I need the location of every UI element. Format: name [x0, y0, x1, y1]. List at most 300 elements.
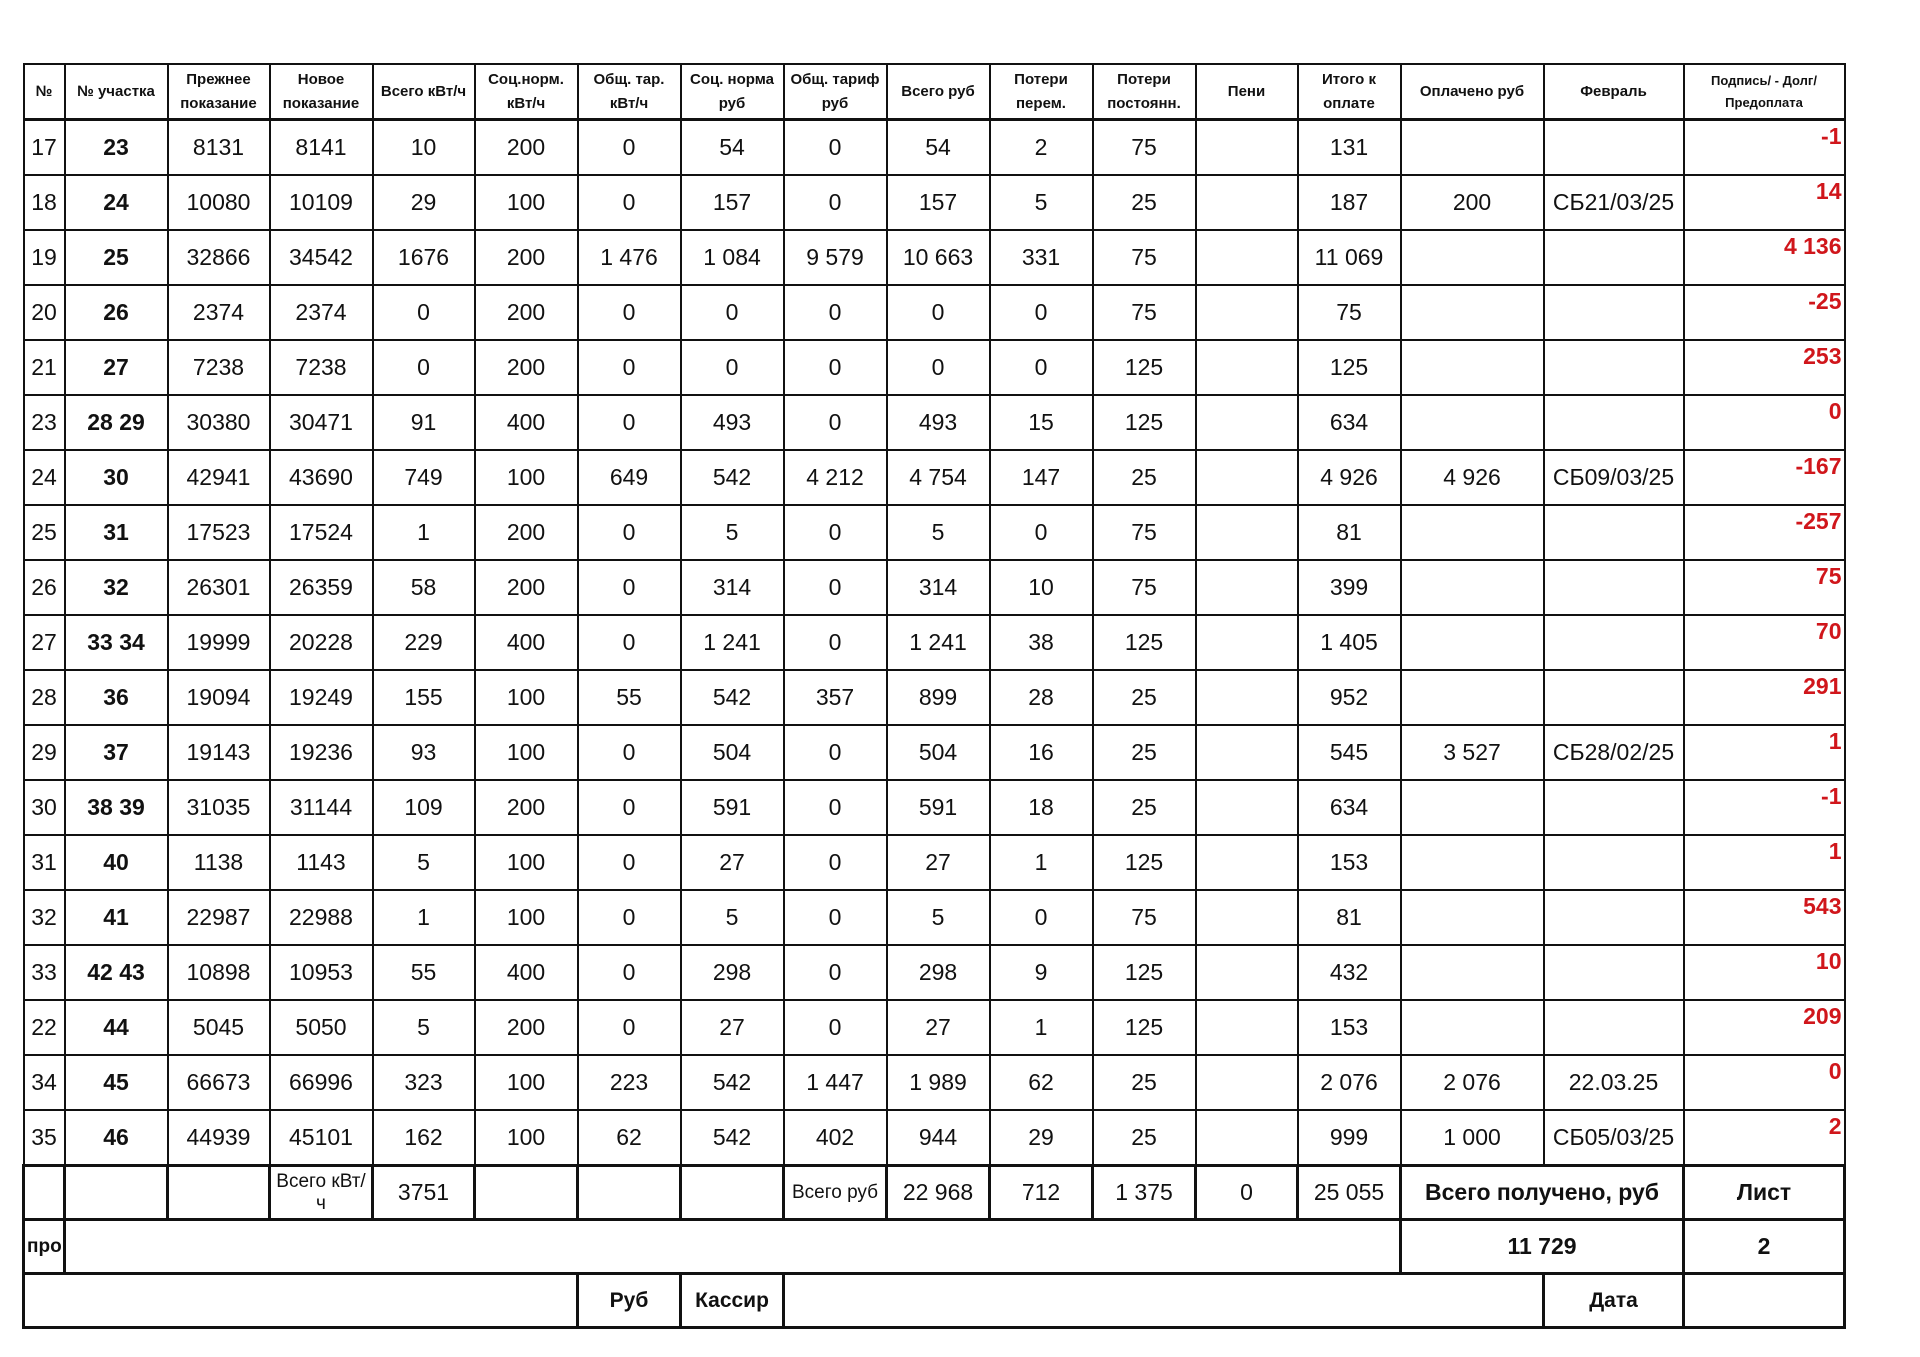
cell-due: 125: [1298, 340, 1401, 395]
totals-received-label: Всего получено, руб: [1401, 1166, 1684, 1220]
cell-due: 131: [1298, 120, 1401, 176]
cell-total-rub: 298: [887, 945, 990, 1000]
cell-new: 19249: [270, 670, 373, 725]
cell-total-kwh: 229: [373, 615, 475, 670]
cell-new: 20228: [270, 615, 373, 670]
cell-total-rub: 0: [887, 340, 990, 395]
cell-feb: [1544, 835, 1684, 890]
signature-row: [24, 1274, 1845, 1328]
cell-penalty: [1196, 835, 1298, 890]
table-row: [24, 230, 1845, 285]
table-row: [24, 560, 1845, 615]
cell-new: 8141: [270, 120, 373, 176]
cell-feb: [1544, 285, 1684, 340]
cell-loss-const: 75: [1093, 890, 1196, 945]
cell-loss-const: 75: [1093, 560, 1196, 615]
cell-total-kwh: 93: [373, 725, 475, 780]
cell-paid: [1401, 1000, 1544, 1055]
cell-soc-norm: 100: [475, 670, 578, 725]
cell-due: 81: [1298, 890, 1401, 945]
totals-rub-label: Всего руб: [784, 1166, 887, 1220]
cell-penalty: [1196, 505, 1298, 560]
cell-num: 25: [24, 505, 65, 560]
cell-due: 75: [1298, 285, 1401, 340]
cell-paid: [1401, 340, 1544, 395]
cell-feb: СБ09/03/25: [1544, 450, 1684, 505]
cell-new: 66996: [270, 1055, 373, 1110]
cell-prev: 10898: [168, 945, 270, 1000]
cell-balance: 253: [1684, 340, 1845, 395]
cell-total-kwh: 155: [373, 670, 475, 725]
cell-plot: 24: [65, 175, 168, 230]
cell-loss-const: 75: [1093, 120, 1196, 176]
cell-gen-rub: 0: [784, 560, 887, 615]
cell-loss-const: 125: [1093, 395, 1196, 450]
cell-paid: 2 076: [1401, 1055, 1544, 1110]
cell-total-rub: 4 754: [887, 450, 990, 505]
cell-soc-rub: 27: [681, 1000, 784, 1055]
cell-gen-kwh: 0: [578, 120, 681, 176]
cell-total-kwh: 5: [373, 835, 475, 890]
cell-soc-norm: 400: [475, 395, 578, 450]
totals-empty-3: [168, 1166, 270, 1220]
cell-paid: [1401, 285, 1544, 340]
cell-total-rub: 1 989: [887, 1055, 990, 1110]
cell-new: 22988: [270, 890, 373, 945]
cell-soc-rub: 1 084: [681, 230, 784, 285]
cell-penalty: [1196, 560, 1298, 615]
cell-total-kwh: 323: [373, 1055, 475, 1110]
date-label: Дата: [1544, 1274, 1684, 1328]
cell-soc-norm: 200: [475, 285, 578, 340]
cell-penalty: [1196, 285, 1298, 340]
cell-loss-const: 75: [1093, 505, 1196, 560]
table-row: [24, 120, 1845, 176]
cell-loss-const: 25: [1093, 175, 1196, 230]
cell-soc-rub: 0: [681, 285, 784, 340]
cell-feb: [1544, 505, 1684, 560]
cell-loss-var: 1: [990, 835, 1093, 890]
cell-plot: 26: [65, 285, 168, 340]
cell-total-rub: 493: [887, 395, 990, 450]
table-row: [24, 615, 1845, 670]
received-blank: [65, 1220, 1401, 1274]
cell-due: 153: [1298, 835, 1401, 890]
cell-gen-kwh: 0: [578, 1000, 681, 1055]
cell-prev: 30380: [168, 395, 270, 450]
cell-gen-kwh: 0: [578, 560, 681, 615]
cell-total-kwh: 55: [373, 945, 475, 1000]
cell-num: 31: [24, 835, 65, 890]
cell-gen-rub: 0: [784, 505, 887, 560]
cell-new: 5050: [270, 1000, 373, 1055]
ledger-table: [22, 63, 1846, 1329]
cell-num: 24: [24, 450, 65, 505]
cell-loss-const: 125: [1093, 340, 1196, 395]
cell-soc-norm: 200: [475, 120, 578, 176]
cell-gen-rub: 0: [784, 175, 887, 230]
cell-loss-const: 25: [1093, 450, 1196, 505]
cell-gen-kwh: 0: [578, 890, 681, 945]
cell-prev: 19999: [168, 615, 270, 670]
cell-total-kwh: 1: [373, 890, 475, 945]
cell-feb: [1544, 230, 1684, 285]
cell-due: 153: [1298, 1000, 1401, 1055]
cell-new: 10109: [270, 175, 373, 230]
table-row: [24, 505, 1845, 560]
cell-due: 81: [1298, 505, 1401, 560]
cell-soc-norm: 100: [475, 450, 578, 505]
cell-feb: СБ05/03/25: [1544, 1110, 1684, 1166]
cell-loss-var: 18: [990, 780, 1093, 835]
cell-gen-kwh: 0: [578, 780, 681, 835]
cell-total-kwh: 0: [373, 285, 475, 340]
cell-loss-const: 125: [1093, 1000, 1196, 1055]
table-row: [24, 835, 1845, 890]
cell-paid: 200: [1401, 175, 1544, 230]
cell-feb: СБ21/03/25: [1544, 175, 1684, 230]
cell-loss-const: 25: [1093, 1110, 1196, 1166]
cell-plot: 28 29: [65, 395, 168, 450]
header-gen-tariff-rub: Общ. тариф руб: [784, 64, 887, 120]
table-row: [24, 340, 1845, 395]
cell-num: 26: [24, 560, 65, 615]
table-row: [24, 395, 1845, 450]
cell-loss-const: 25: [1093, 780, 1196, 835]
cell-balance: 4 136: [1684, 230, 1845, 285]
cell-penalty: [1196, 780, 1298, 835]
cell-new: 45101: [270, 1110, 373, 1166]
cell-gen-kwh: 1 476: [578, 230, 681, 285]
cell-soc-rub: 5: [681, 890, 784, 945]
cell-balance: 0: [1684, 395, 1845, 450]
totals-kwh-label: Всего кВт/ч: [270, 1166, 373, 1220]
header-balance: Подпись/ - Долг/Предоплата: [1684, 64, 1845, 120]
cell-plot: 30: [65, 450, 168, 505]
cell-prev: 44939: [168, 1110, 270, 1166]
cell-new: 17524: [270, 505, 373, 560]
date-field: [1684, 1274, 1845, 1328]
cell-penalty: [1196, 340, 1298, 395]
totals-empty-6: [681, 1166, 784, 1220]
cell-prev: 19143: [168, 725, 270, 780]
header-soc-norm-kwh: Соц.норм. кВт/ч: [475, 64, 578, 120]
cell-gen-kwh: 0: [578, 835, 681, 890]
cell-gen-rub: 0: [784, 395, 887, 450]
cell-balance: -1: [1684, 120, 1845, 176]
cell-loss-var: 2: [990, 120, 1093, 176]
cell-gen-rub: 0: [784, 890, 887, 945]
table-row: [24, 285, 1845, 340]
table-row: [24, 725, 1845, 780]
cell-gen-rub: 0: [784, 780, 887, 835]
cell-due: 11 069: [1298, 230, 1401, 285]
cell-penalty: [1196, 1000, 1298, 1055]
header-new: Новое показание: [270, 64, 373, 120]
ledger-body: [24, 120, 1845, 1166]
cell-soc-norm: 200: [475, 560, 578, 615]
cell-due: 634: [1298, 780, 1401, 835]
cell-new: 30471: [270, 395, 373, 450]
cell-num: 19: [24, 230, 65, 285]
cell-loss-var: 9: [990, 945, 1093, 1000]
cell-soc-norm: 100: [475, 725, 578, 780]
cell-paid: [1401, 230, 1544, 285]
cell-paid: 1 000: [1401, 1110, 1544, 1166]
cell-loss-var: 16: [990, 725, 1093, 780]
cell-gen-kwh: 0: [578, 395, 681, 450]
cell-total-rub: 54: [887, 120, 990, 176]
cell-gen-rub: 9 579: [784, 230, 887, 285]
header-loss-var: Потери перем.: [990, 64, 1093, 120]
cell-balance: 14: [1684, 175, 1845, 230]
cell-soc-rub: 27: [681, 835, 784, 890]
totals-empty-2: [65, 1166, 168, 1220]
cell-soc-rub: 298: [681, 945, 784, 1000]
cell-num: 17: [24, 120, 65, 176]
cell-prev: 2374: [168, 285, 270, 340]
cell-soc-norm: 100: [475, 1055, 578, 1110]
cell-prev: 7238: [168, 340, 270, 395]
header-paid: Оплачено руб: [1401, 64, 1544, 120]
table-row: [24, 175, 1845, 230]
cashier-signature-field: [784, 1274, 1544, 1328]
cell-balance: -257: [1684, 505, 1845, 560]
cell-soc-norm: 200: [475, 780, 578, 835]
cell-feb: [1544, 340, 1684, 395]
cell-total-rub: 5: [887, 890, 990, 945]
header-plot: № участка: [65, 64, 168, 120]
table-row: [24, 945, 1845, 1000]
cell-balance: 70: [1684, 615, 1845, 670]
cell-feb: [1544, 1000, 1684, 1055]
cell-total-kwh: 29: [373, 175, 475, 230]
cell-soc-rub: 591: [681, 780, 784, 835]
cell-loss-var: 29: [990, 1110, 1093, 1166]
cell-prev: 31035: [168, 780, 270, 835]
cell-gen-kwh: 0: [578, 175, 681, 230]
cell-loss-var: 5: [990, 175, 1093, 230]
cell-balance: -25: [1684, 285, 1845, 340]
cell-soc-rub: 493: [681, 395, 784, 450]
cell-new: 31144: [270, 780, 373, 835]
cell-total-kwh: 749: [373, 450, 475, 505]
cell-plot: 36: [65, 670, 168, 725]
cell-due: 4 926: [1298, 450, 1401, 505]
cell-penalty: [1196, 175, 1298, 230]
cell-total-rub: 0: [887, 285, 990, 340]
cell-loss-var: 28: [990, 670, 1093, 725]
cell-paid: [1401, 615, 1544, 670]
totals-penalty: 0: [1196, 1166, 1298, 1220]
cell-num: 32: [24, 890, 65, 945]
cell-paid: [1401, 560, 1544, 615]
cashier-label: Кассир: [681, 1274, 784, 1328]
cell-new: 2374: [270, 285, 373, 340]
cell-feb: СБ28/02/25: [1544, 725, 1684, 780]
cell-balance: 1: [1684, 725, 1845, 780]
cell-plot: 33 34: [65, 615, 168, 670]
cell-due: 432: [1298, 945, 1401, 1000]
header-total-rub: Всего руб: [887, 64, 990, 120]
cell-total-rub: 27: [887, 1000, 990, 1055]
cell-balance: -167: [1684, 450, 1845, 505]
cell-num: 29: [24, 725, 65, 780]
cell-num: 28: [24, 670, 65, 725]
header-prev: Прежнее показание: [168, 64, 270, 120]
cell-plot: 31: [65, 505, 168, 560]
cell-loss-var: 10: [990, 560, 1093, 615]
cell-num: 33: [24, 945, 65, 1000]
totals-empty-5: [578, 1166, 681, 1220]
cell-loss-var: 38: [990, 615, 1093, 670]
cell-penalty: [1196, 945, 1298, 1000]
cell-soc-rub: 542: [681, 1110, 784, 1166]
cell-soc-rub: 504: [681, 725, 784, 780]
cell-gen-rub: 0: [784, 285, 887, 340]
cell-total-kwh: 1676: [373, 230, 475, 285]
sheet-number: 2: [1684, 1220, 1845, 1274]
cell-penalty: [1196, 725, 1298, 780]
cell-due: 399: [1298, 560, 1401, 615]
cell-due: 187: [1298, 175, 1401, 230]
header-penalty: Пени: [1196, 64, 1298, 120]
cell-due: 545: [1298, 725, 1401, 780]
cell-gen-rub: 0: [784, 945, 887, 1000]
cell-balance: 0: [1684, 1055, 1845, 1110]
cell-gen-rub: 1 447: [784, 1055, 887, 1110]
cell-gen-kwh: 0: [578, 285, 681, 340]
cell-prev: 22987: [168, 890, 270, 945]
totals-empty-1: [24, 1166, 65, 1220]
cell-paid: 4 926: [1401, 450, 1544, 505]
cell-soc-rub: 314: [681, 560, 784, 615]
table-row: [24, 450, 1845, 505]
cell-gen-kwh: 223: [578, 1055, 681, 1110]
cell-soc-rub: 542: [681, 1055, 784, 1110]
cell-new: 1143: [270, 835, 373, 890]
cell-penalty: [1196, 120, 1298, 176]
cell-penalty: [1196, 1110, 1298, 1166]
cell-prev: 5045: [168, 1000, 270, 1055]
cell-gen-rub: 4 212: [784, 450, 887, 505]
cell-due: 999: [1298, 1110, 1401, 1166]
cell-gen-kwh: 0: [578, 340, 681, 395]
cell-feb: [1544, 945, 1684, 1000]
cell-due: 1 405: [1298, 615, 1401, 670]
cell-new: 19236: [270, 725, 373, 780]
cell-soc-norm: 200: [475, 230, 578, 285]
cell-gen-rub: 0: [784, 1000, 887, 1055]
cell-gen-kwh: 0: [578, 615, 681, 670]
header-loss-const: Потери постоянн.: [1093, 64, 1196, 120]
cell-plot: 46: [65, 1110, 168, 1166]
cell-paid: [1401, 945, 1544, 1000]
cell-feb: [1544, 670, 1684, 725]
cell-loss-var: 62: [990, 1055, 1093, 1110]
cell-penalty: [1196, 890, 1298, 945]
cell-gen-rub: 0: [784, 340, 887, 395]
header-due: Итого к оплате: [1298, 64, 1401, 120]
cell-soc-rub: 542: [681, 450, 784, 505]
cell-balance: 543: [1684, 890, 1845, 945]
header-feb: Февраль: [1544, 64, 1684, 120]
cell-loss-var: 0: [990, 285, 1093, 340]
cell-plot: 27: [65, 340, 168, 395]
cell-soc-norm: 100: [475, 1110, 578, 1166]
cell-loss-var: 0: [990, 890, 1093, 945]
cell-prev: 32866: [168, 230, 270, 285]
cell-total-kwh: 58: [373, 560, 475, 615]
cell-new: 7238: [270, 340, 373, 395]
cell-soc-rub: 157: [681, 175, 784, 230]
cell-gen-kwh: 649: [578, 450, 681, 505]
cell-plot: 23: [65, 120, 168, 176]
cell-num: 22: [24, 1000, 65, 1055]
cell-penalty: [1196, 395, 1298, 450]
totals-kwh: 3751: [373, 1166, 475, 1220]
cell-penalty: [1196, 450, 1298, 505]
cell-gen-rub: 402: [784, 1110, 887, 1166]
cell-total-kwh: 91: [373, 395, 475, 450]
cell-penalty: [1196, 615, 1298, 670]
cell-new: 34542: [270, 230, 373, 285]
signature-blank: [24, 1274, 578, 1328]
table-row: [24, 1055, 1845, 1110]
cell-plot: 45: [65, 1055, 168, 1110]
cell-feb: [1544, 890, 1684, 945]
cell-soc-norm: 200: [475, 340, 578, 395]
cell-gen-kwh: 0: [578, 725, 681, 780]
cell-gen-kwh: 0: [578, 505, 681, 560]
cell-total-rub: 27: [887, 835, 990, 890]
cell-soc-rub: 5: [681, 505, 784, 560]
cell-gen-rub: 0: [784, 120, 887, 176]
ledger-sheet: [22, 63, 1841, 1326]
cell-plot: 25: [65, 230, 168, 285]
cell-balance: 10: [1684, 945, 1845, 1000]
cell-prev: 42941: [168, 450, 270, 505]
cell-paid: [1401, 395, 1544, 450]
cell-soc-rub: 0: [681, 340, 784, 395]
table-row: [24, 1110, 1845, 1166]
cell-loss-const: 125: [1093, 615, 1196, 670]
cell-total-kwh: 162: [373, 1110, 475, 1166]
cell-loss-var: 0: [990, 340, 1093, 395]
cell-gen-kwh: 0: [578, 945, 681, 1000]
cell-plot: 38 39: [65, 780, 168, 835]
cell-paid: [1401, 890, 1544, 945]
cell-soc-norm: 100: [475, 890, 578, 945]
cell-loss-const: 25: [1093, 725, 1196, 780]
cell-loss-const: 125: [1093, 835, 1196, 890]
cell-total-rub: 504: [887, 725, 990, 780]
header-row: [24, 64, 1845, 120]
cell-feb: [1544, 780, 1684, 835]
totals-loss-const: 1 375: [1093, 1166, 1196, 1220]
cell-soc-norm: 400: [475, 945, 578, 1000]
cell-balance: 2: [1684, 1110, 1845, 1166]
cell-total-kwh: 10: [373, 120, 475, 176]
cell-paid: 3 527: [1401, 725, 1544, 780]
header-gen-tar-kwh: Общ. тар. кВт/ч: [578, 64, 681, 120]
cell-total-rub: 157: [887, 175, 990, 230]
cell-balance: 75: [1684, 560, 1845, 615]
cell-new: 26359: [270, 560, 373, 615]
cell-gen-rub: 0: [784, 835, 887, 890]
cell-num: 21: [24, 340, 65, 395]
cell-feb: [1544, 120, 1684, 176]
